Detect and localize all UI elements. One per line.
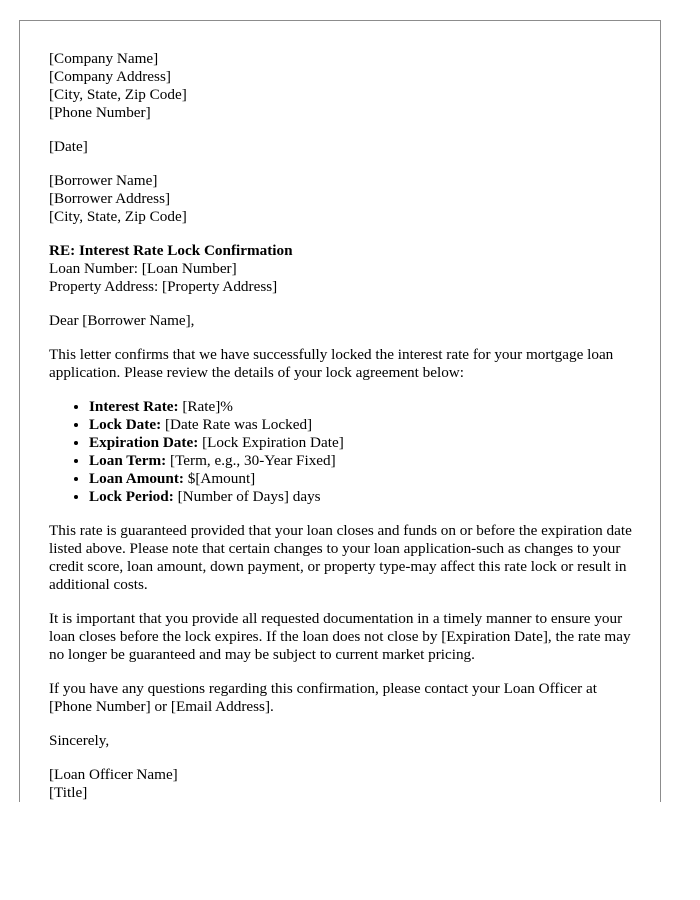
detail-value-loan-amount: $[Amount] xyxy=(183,470,256,487)
sender-phone: [Phone Number] xyxy=(49,104,151,121)
detail-value-lock-period: [Number of Days] days xyxy=(173,488,321,505)
detail-value-loan-term: [Term, e.g., 30-Year Fixed] xyxy=(166,452,336,469)
recipient-name: [Borrower Name] xyxy=(49,172,158,189)
detail-label-lock-date: Lock Date: xyxy=(89,416,162,433)
detail-label-lock-period: Lock Period: xyxy=(89,488,174,505)
guarantee-paragraph: This rate is guaranteed provided that your loan closes and funds on or before the expiration date listed above. Please note that certain changes to your loan application-such as changes to your credit score, loan amount, down payment, or property type-may affect this rate lock or result in additional costs. xyxy=(49,522,632,593)
recipient-city-state-zip: [City, State, Zip Code] xyxy=(49,208,187,225)
detail-label-loan-term: Loan Term: xyxy=(89,452,167,469)
list-item xyxy=(89,452,639,470)
closing: Sincerely, xyxy=(49,732,110,749)
detail-label-loan-amount: Loan Amount: xyxy=(89,470,184,487)
detail-label-interest-rate: Interest Rate: xyxy=(89,398,179,415)
sender-company-name: [Company Name] xyxy=(49,50,159,67)
letter-date: [Date] xyxy=(49,138,88,155)
documentation-paragraph: It is important that you provide all requested documentation in a timely manner to ensure your loan closes before the lock expires. If the loan does not close by [Expiration Date], the rate may no longer be guaranteed and may be subject to current market pricing. xyxy=(49,610,631,663)
salutation: Dear [Borrower Name], xyxy=(49,312,195,329)
signature-block xyxy=(49,766,639,802)
signature-name: [Loan Officer Name] xyxy=(49,766,178,783)
detail-value-interest-rate: [Rate]% xyxy=(178,398,233,415)
list-item xyxy=(89,470,639,488)
sender-city-state-zip: [City, State, Zip Code] xyxy=(49,86,187,103)
signature-title: [Title] xyxy=(49,784,88,801)
letter-body xyxy=(49,50,639,802)
subject-line: RE: Interest Rate Lock Confirmation xyxy=(49,242,293,259)
property-address: Property Address: [Property Address] xyxy=(49,278,278,295)
detail-value-lock-date: [Date Rate was Locked] xyxy=(161,416,313,433)
list-item xyxy=(89,398,639,416)
recipient-address: [Borrower Address] xyxy=(49,190,171,207)
letter-page xyxy=(19,20,661,802)
contact-paragraph: If you have any questions regarding this confirmation, please contact your Loan Officer at [Phone Number] or [Email Address]. xyxy=(49,680,597,715)
loan-number: Loan Number: [Loan Number] xyxy=(49,260,237,277)
detail-value-expiration-date: [Lock Expiration Date] xyxy=(198,434,344,451)
sender-block xyxy=(49,50,639,122)
list-item xyxy=(89,488,639,506)
list-item xyxy=(89,434,639,452)
list-item xyxy=(89,416,639,434)
intro-paragraph: This letter confirms that we have successfully locked the interest rate for your mortgage loan application. Please review the details of your lock agreement below: xyxy=(49,346,614,381)
subject-block xyxy=(49,242,639,296)
lock-details-list xyxy=(49,398,639,506)
sender-company-address: [Company Address] xyxy=(49,68,171,85)
recipient-block xyxy=(49,172,639,226)
detail-label-expiration-date: Expiration Date: xyxy=(89,434,199,451)
